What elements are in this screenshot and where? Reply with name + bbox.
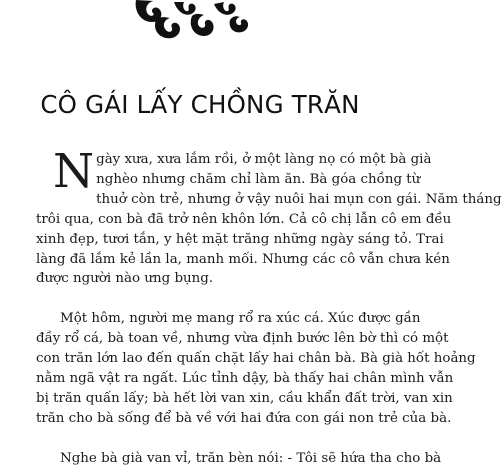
text-line: nằm ngã vật ra ngất. Lúc tỉnh dậy, bà thấy hai chân mình vẫn bbox=[36, 370, 454, 386]
decorative-ornament bbox=[130, 0, 252, 42]
text-line: được người nào ưng bụng. bbox=[36, 271, 214, 287]
drop-cap: N bbox=[53, 144, 95, 199]
story-body bbox=[36, 144, 502, 468]
text-line: con trăn lớn lao đến quấn chặt lấy hai chân bà. Bà già hốt hoảng bbox=[36, 351, 476, 367]
text-line: làng đã lắm kẻ lần la, manh mối. Nhưng các cô vẫn chưa kén bbox=[36, 251, 450, 267]
paragraph-3 bbox=[36, 449, 442, 468]
text-line: trôi qua, con bà đã trở nên khôn lớn. Cả cô chị lẫn cô em đều bbox=[36, 211, 452, 227]
text-line: trăn cho bà sống để bà về với hai đứa con gái non trẻ của bà. bbox=[36, 410, 452, 426]
text-line: thuở còn trẻ, nhưng ở vậy nuôi hai mụn con gái. Năm tháng bbox=[96, 191, 502, 207]
text-line: đầy rổ cá, bà toan về, nhưng vừa định bước lên bờ thì có một bbox=[36, 331, 449, 347]
paragraph-1 bbox=[36, 144, 502, 289]
text-line: Nghe bà già van vỉ, trăn bèn nói: - Tôi sẽ hứa tha cho bà bbox=[60, 450, 442, 466]
text-line: nghèo nhưng chăm chỉ làm ăn. Bà góa chồng từ bbox=[96, 171, 421, 187]
story-title: CÔ GÁI LẤY CHỒNG TRĂN bbox=[40, 90, 360, 119]
text-line: bị trăn quấn lấy; bà hết lời van xin, cầu khẩn đất trời, van xin bbox=[36, 390, 453, 406]
text-line: gày xưa, xưa lắm rồi, ở một làng nọ có một bà già bbox=[96, 152, 432, 167]
text-line: Một hôm, người mẹ mang rổ ra xúc cá. Xúc được gần bbox=[60, 311, 421, 327]
paragraph-2 bbox=[36, 309, 476, 428]
text-line: xinh đẹp, tươi tắn, y hệt mặt trăng những ngày sáng tỏ. Trai bbox=[36, 231, 444, 247]
